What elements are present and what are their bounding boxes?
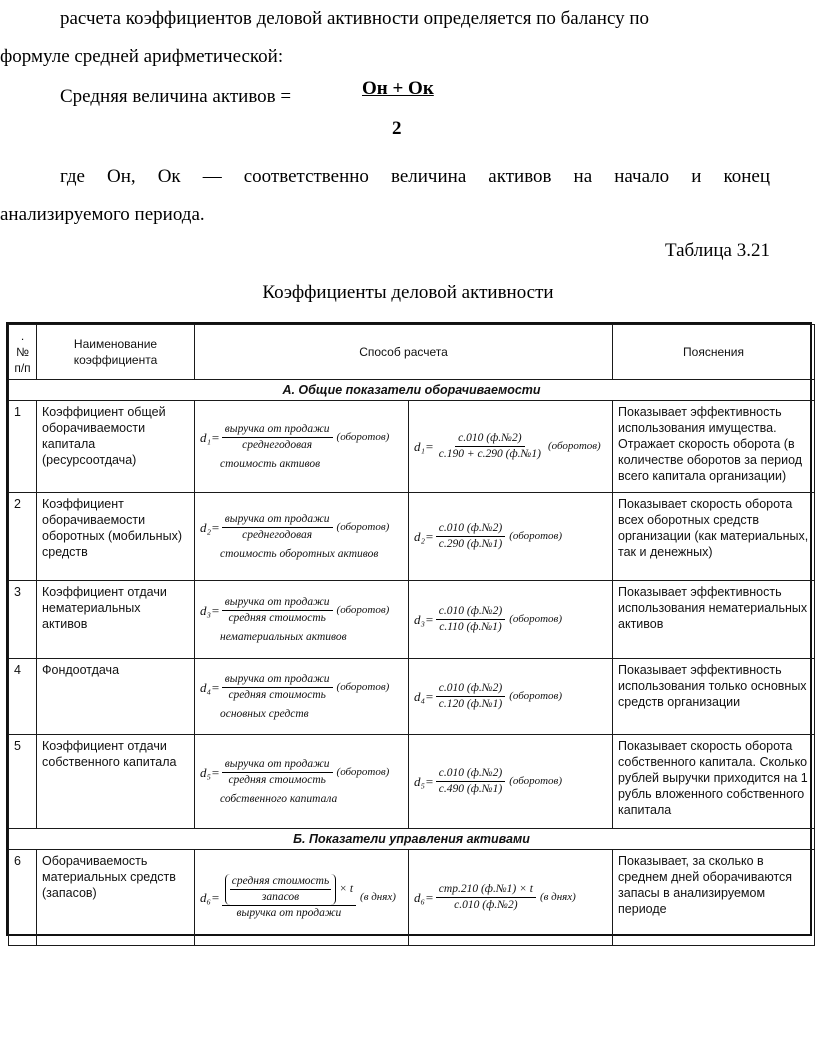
row-name: Коэффициент оборачиваемости оборотных (мобильных) средств [37,493,195,581]
row-number: 2 [9,493,37,581]
row-explanation: Показывает скорость оборота всех оборотных средств организации (как материальных, так и денежных) [613,493,815,581]
formula-general [195,850,409,946]
paragraph-intro [0,0,770,76]
formula-den: среднегодовая [242,438,313,451]
row-number: 1 [9,401,37,493]
formula-balance [409,659,613,735]
formula-unit: (в днях) [360,891,396,903]
formula-num: выручка от продажи [222,757,333,773]
formula-inner-fraction [225,874,336,905]
formula-num: с.010 (ф.№2) [436,766,505,782]
formula-balance [409,493,613,581]
formula-unit: (оборотов) [509,775,562,787]
section-b-title: Б. Показатели управления активами [9,829,815,850]
formula-unit: (оборотов) [509,690,562,702]
formula-symbol: d₄= [414,689,434,704]
formula-den: средняя стоимость [228,773,326,786]
formula-symbol: d₆= [414,890,434,905]
formula-unit: (оборотов) [336,603,390,616]
formula-multiplier: × t [339,883,354,895]
formula-general [195,735,409,829]
row-number: 5 [9,735,37,829]
table-row [9,493,815,581]
formula-den-cont: стоимость активов [220,457,321,470]
formula-den: среднегодовая [242,528,313,541]
formula-num: с.010 (ф.№2) [436,521,505,537]
row-explanation: Показывает скорость оборота собственного капитала. Сколько рублей выручки приходится на 1 рубль вложенного собственного капитала [613,735,815,829]
formula-num: с.010 (ф.№2) [436,604,505,620]
table-title: Коэффициенты деловой активности [262,282,554,303]
paragraph-line: где Он, Ок — соответственно величина активов на начало и конец [60,166,770,187]
formula-den-cont: стоимость оборотных активов [220,547,379,560]
formula-den: с.010 (ф.№2) [454,899,518,911]
formula-num: выручка от продажи [222,595,333,611]
formula-den: с.110 (ф.№1) [439,621,502,633]
formula-unit: (оборотов) [547,440,601,452]
paragraph-explanation [0,158,770,234]
formula-inner-den: запасов [261,891,300,903]
table-number: Таблица 3.21 [664,240,770,261]
row-explanation: Показывает эффективность использования имущества. Отражает скорость оборота (в количестве оборотов за период всего капитала организации) [613,401,815,493]
formula-unit: (оборотов) [509,613,562,625]
formula-symbol: d₅= [200,764,220,780]
paragraph-line: формуле средней арифметической: [0,46,284,67]
formula-balance [409,735,613,829]
formula-symbol: d₃= [414,612,434,627]
table-row [9,850,815,946]
formula-general [195,581,409,659]
header-num: . № п/п [9,325,37,380]
table-row [9,401,815,493]
row-number: 3 [9,581,37,659]
formula-den: с.120 (ф.№1) [438,698,503,710]
row-name: Оборачиваемость материальных средств (запасов) [37,850,195,946]
formula-symbol: d₄= [200,679,220,695]
row-name: Коэффициент отдачи собственного капитала [37,735,195,829]
formula-num: стр.210 (ф.№1) × t [436,882,536,898]
ratios-table [6,322,812,936]
formula-den-cont: собственного капитала [220,792,338,805]
table-header-row [9,325,815,380]
formula-unit: (оборотов) [509,530,562,542]
formula-num: выручка от продажи [222,672,333,688]
section-a-title: А. Общие показатели оборачиваемости [9,380,815,401]
formula-symbol: d₅= [414,774,434,789]
formula-den-cont: нематериальных активов [220,630,347,643]
formula-num: выручка от продажи [222,422,333,438]
row-name: Коэффициент общей оборачиваемости капитала (ресурсоотдача) [37,401,195,493]
row-number: 6 [9,850,37,946]
formula-balance [409,401,613,493]
formula-denominator: 2 [392,118,402,139]
formula-den: средняя стоимость [228,611,326,624]
formula-den: с.190 + с.290 (ф.№1) [438,448,541,460]
header-name: Наименование коэффициента [37,325,195,380]
paragraph-line: анализируемого периода. [0,204,205,225]
formula-num: с.010 (ф.№2) [455,431,524,447]
table-row [9,735,815,829]
formula-den: с.490 (ф.№1) [438,783,503,795]
formula-den: выручка от продажи [236,907,342,919]
formula-den-cont: основных средств [220,707,309,720]
formula-unit: (оборотов) [336,520,390,533]
formula-general [195,493,409,581]
formula-num: выручка от продажи [222,512,333,528]
formula-symbol: d₁= [414,439,434,454]
formula-inner-num: средняя стоимость [230,874,331,890]
row-explanation: Показывает, за сколько в среднем дней оборачиваются запасы в анализируемом периоде [613,850,815,946]
row-name: Фондоотдача [37,659,195,735]
header-method: Способ расчета [195,325,613,380]
formula-symbol: d₁= [200,429,220,445]
formula-unit: (оборотов) [336,430,390,443]
formula-unit: (оборотов) [336,680,390,693]
formula-general [195,401,409,493]
row-number: 4 [9,659,37,735]
formula-balance [409,581,613,659]
header-explanation: Пояснения [613,325,815,380]
formula-lhs: Средняя величина активов = [60,86,292,107]
section-row [9,380,815,401]
formula-symbol: d₃= [200,602,220,618]
paragraph-line: расчета коэффициентов деловой активности определяется по балансу по [60,8,650,29]
formula-den: средняя стоимость [228,688,326,701]
formula-num: с.010 (ф.№2) [436,681,505,697]
formula-numerator: Он + Ок [362,78,434,99]
formula-den: с.290 (ф.№1) [438,538,503,550]
formula-unit: (в днях) [539,891,576,903]
row-explanation: Показывает эффективность использования нематериальных активов [613,581,815,659]
row-name: Коэффициент отдачи нематериальных активов [37,581,195,659]
table-row [9,581,815,659]
formula-unit: (оборотов) [336,765,390,778]
formula-symbol: d₂= [414,529,434,544]
table-row [9,659,815,735]
formula-general [195,659,409,735]
formula-symbol: d₂= [200,519,220,535]
row-explanation: Показывает эффективность использования только основных средств организации [613,659,815,735]
formula-symbol: d₆= [200,890,220,905]
formula-balance [409,850,613,946]
section-row [9,829,815,850]
